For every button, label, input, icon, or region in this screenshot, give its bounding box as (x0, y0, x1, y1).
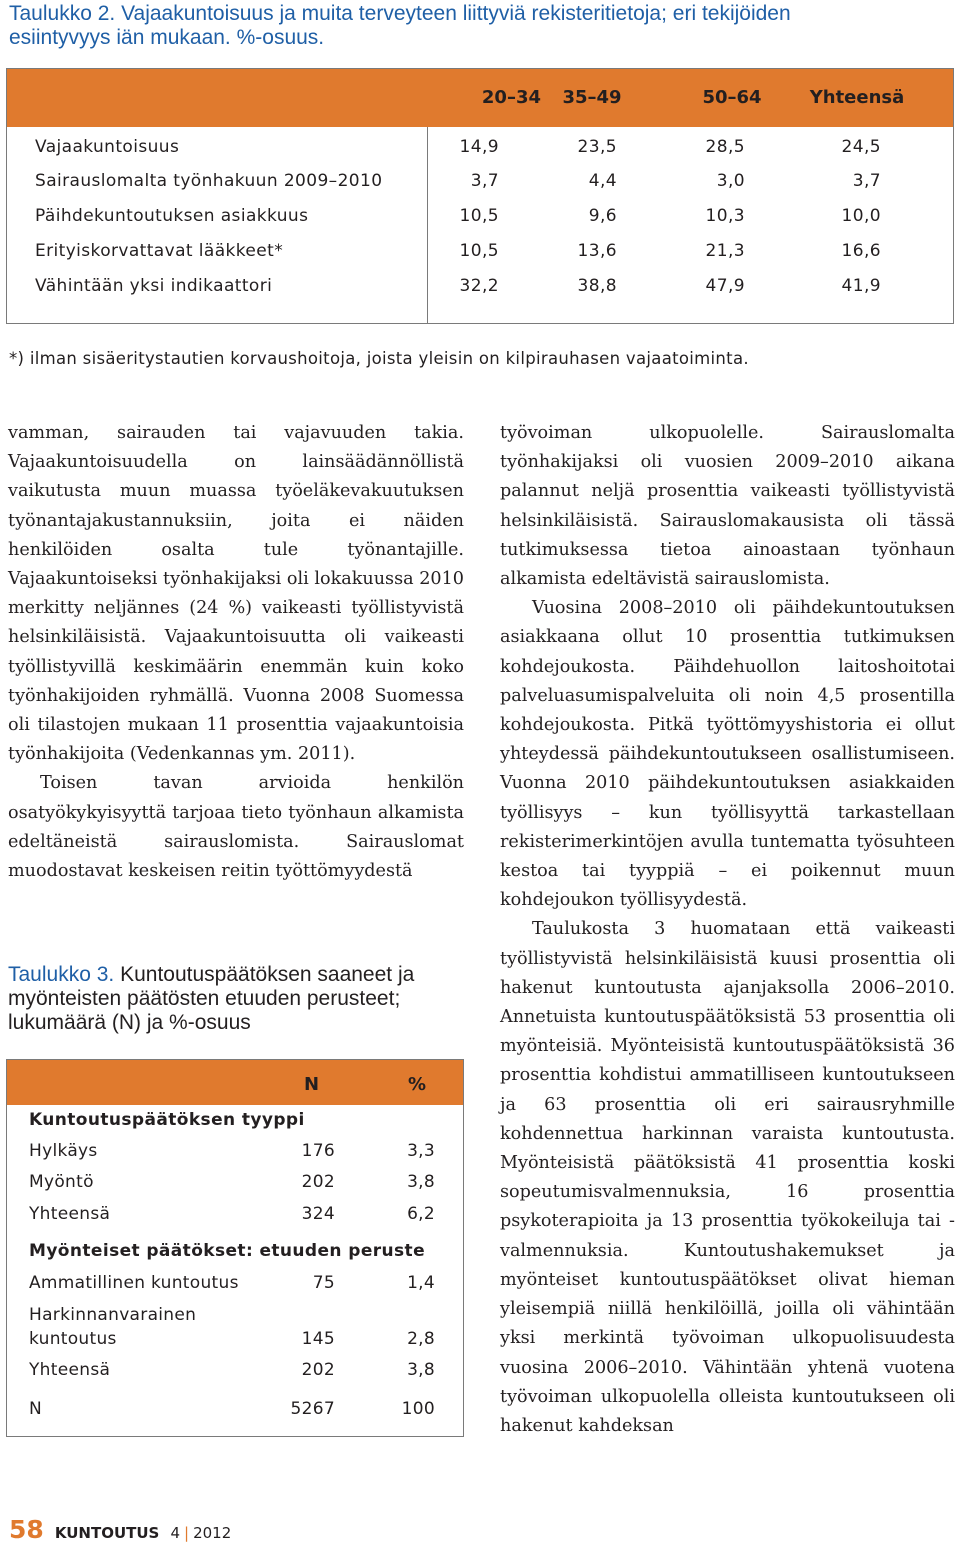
table3 (6, 1059, 464, 1437)
page-number: 58 (9, 1515, 44, 1544)
cell: 16,6 (841, 241, 881, 261)
table2-header-total: Yhteensä (809, 87, 905, 108)
paragraph: Vuosina 2008–2010 oli päihdekuntoutuksen asiakkaana ollut 10 prosenttia tutkimuksen kohdejoukosta. Päihdehuollon laitoshoitotai palveluasumispalveluita oli noin 4,5 prosentilla kohdejoukosta. Pitkä työttömyyshistoria ei ollut yhteydessä päihdekuntoutukseen osallistumiseen. Vuonna 2010 päihdekuntoutuksen asiakkaiden työllisyys – kun työllisyyttä tarkastellaan rekisterimerkintöjen avulla tuntematta työsuhteen kestoa tai tyyppiä – ei poikennut muun kohdejoukon työllisyydestä. (500, 598, 955, 911)
separator: | (184, 1524, 190, 1542)
table2-header-50-64: 50–64 (702, 87, 762, 108)
table3-caption-line3: lukumäärä (N) ja %-osuus (8, 1011, 251, 1034)
table3-caption-line2: myönteisten päätösten etuuden perusteet; (8, 987, 401, 1010)
cell: 202 (301, 1360, 335, 1380)
cell: 10,3 (705, 206, 745, 226)
magazine-name: KUNTOUTUS (54, 1524, 160, 1542)
cell: 32,2 (459, 276, 499, 296)
row-label: Sairauslomalta työnhakuun 2009–2010 (35, 171, 383, 191)
cell: 75 (312, 1273, 335, 1293)
table3-caption (8, 963, 468, 1035)
cell: 10,0 (841, 206, 881, 226)
table-row (7, 171, 953, 205)
table3-header-pct: % (408, 1074, 427, 1095)
table-row (7, 241, 953, 275)
cell: 13,6 (577, 241, 617, 261)
paragraph: työvoiman ulkopuolelle. Sairauslomalta työnhakijaksi oli vuosien 2009–2010 aikana palannut neljä prosenttia vaikeasti työllistyvistä helsinkiläisistä. Sairauslomakausista oli tässä tutkimuksessa tietoa ainoastaan työnhaun alkamista edeltävistä sairauslomista. (500, 423, 955, 590)
table3-section-title: Myönteiset päätökset: etuuden peruste (29, 1241, 426, 1261)
cell: 28,5 (705, 137, 745, 157)
table2-caption (9, 2, 959, 50)
cell: 2,8 (407, 1329, 435, 1349)
table3-caption-text1: Kuntoutuspäätöksen saaneet ja (120, 963, 415, 986)
cell: 4,4 (588, 171, 617, 191)
row-label: Vajaakuntoisuus (35, 137, 180, 157)
issue-year: 2012 (193, 1524, 232, 1542)
row-label: Hylkäys (29, 1141, 98, 1161)
table3-header-n: N (304, 1074, 320, 1095)
table3-caption-label: Taulukko 3. (8, 963, 115, 986)
row-label: Päihdekuntoutuksen asiakkuus (35, 206, 309, 226)
cell: 3,3 (407, 1141, 435, 1161)
cell: 10,5 (459, 241, 499, 261)
cell: 41,9 (841, 276, 881, 296)
cell: 3,8 (407, 1172, 435, 1192)
table2-caption-line1: Taulukko 2. Vajaakuntoisuus ja muita terveyteen liittyviä rekisteritietoja; eri tekijöiden (9, 2, 791, 25)
cell: 324 (301, 1204, 335, 1224)
paragraph: Taulukosta 3 huomataan että vaikeasti työllistyvistä helsinkiläisistä kuusi prosenttia oli hakenut kuntoutusta ajanjaksolla 2006–2010. Annetuista kuntoutuspäätöksistä 53 prosenttia oli myönteisiä. Myönteisistä kuntoutuspäätöksistä 36 prosenttia kohdistui ammatilliseen kuntoutukseen ja 63 prosenttia oli eri sairausryhmille kohdennettua harkinnan varaista kuntoutusta. Myönteisistä päätöksistä 41 prosenttia koski sopeutumisvalmennuksia, 16 prosenttia psykoterapioita ja 13 prosenttia työkokeiluja tai -valmennuksia. Kuntoutushakemukset ja myönteiset kuntoutuspäätökset olivat hieman yleisempiä niillä henkilöillä, joilla oli vähintään yksi merkintä työvoiman ulkopuolisuudesta vuosina 2006–2010. Vähintään yhtenä vuotena työvoiman ulkopuolella olleista kuntoutukseen oli hakenut kahdeksan (500, 919, 955, 1436)
table2-caption-line2: esiintyvyys iän mukaan. %-osuus. (9, 26, 325, 49)
cell: 10,5 (459, 206, 499, 226)
table3-section-title: Kuntoutuspäätöksen tyyppi (29, 1110, 305, 1130)
table-row (7, 276, 953, 310)
issue-info (170, 1524, 231, 1542)
page-footer (9, 1515, 231, 1544)
cell: 3,7 (470, 171, 499, 191)
cell: 100 (401, 1399, 435, 1419)
row-label: Erityiskorvattavat lääkkeet* (35, 241, 284, 261)
table2-header (7, 69, 953, 127)
cell: 176 (301, 1141, 335, 1161)
cell: 38,8 (577, 276, 617, 296)
table2-footnote: *) ilman sisäeritystautien korvaushoitoja, joista yleisin on kilpirauhasen vajaatoiminta. (9, 349, 749, 368)
cell: 3,0 (716, 171, 745, 191)
row-label: Yhteensä (29, 1360, 111, 1380)
cell: 1,4 (407, 1273, 435, 1293)
cell: 14,9 (459, 137, 499, 157)
row-label: Vähintään yksi indikaattori (35, 276, 273, 296)
cell: 6,2 (407, 1204, 435, 1224)
cell: 145 (301, 1329, 335, 1349)
cell: 21,3 (705, 241, 745, 261)
issue-number: 4 (170, 1524, 181, 1542)
table-row (7, 206, 953, 240)
table2-header-20-34: 20–34 (481, 87, 541, 108)
table-row (7, 137, 953, 171)
table3-caption-line1 (8, 963, 468, 987)
cell: 5267 (290, 1399, 335, 1419)
cell: 202 (301, 1172, 335, 1192)
paragraph: vamman, sairauden tai vajavuuden takia. Vajaakuntoisuudella on lainsäädännöllistä vaikutusta muun muassa työeläkevakuutuksen työnantajakustannuksiin, joita ei näiden henkilöiden osalta tule työnantajille. Vajaakuntoiseksi työnhakijaksi oli lokakuussa 2010 merkitty neljännes (24 %) vaikeasti työllistyvistä helsinkiläisistä. Vajaakuntoisuutta oli vaikeasti työllistyvillä keskimäärin enemmän kuin koko työnhakijoiden ryhmällä. Vuonna 2008 Suomessa oli tilastojen mukaan 11 prosenttia vajaakuntoisia työnhakijoita (Vedenkannas ym. 2011). (8, 423, 464, 765)
row-label: kuntoutus (29, 1329, 117, 1349)
row-label: Harkinnanvarainen (29, 1305, 197, 1325)
cell: 23,5 (577, 137, 617, 157)
cell: 3,7 (852, 171, 881, 191)
table3-header (7, 1060, 463, 1105)
row-label: Myöntö (29, 1172, 94, 1192)
table2-header-35-49: 35–49 (562, 87, 622, 108)
body-column-left (8, 419, 464, 886)
cell: 3,8 (407, 1360, 435, 1380)
cell: 47,9 (705, 276, 745, 296)
paragraph: Toisen tavan arvioida henkilön osatyökykyisyyttä tarjoaa tieto työnhaun alkamista edeltäneistä sairauslomista. Sairauslomat muodostavat keskeisen reitin työttömyydestä (8, 773, 464, 882)
row-label: Yhteensä (29, 1204, 111, 1224)
row-label: Ammatillinen kuntoutus (29, 1273, 239, 1293)
table2 (6, 68, 954, 324)
body-column-right (500, 419, 955, 1441)
cell: 24,5 (841, 137, 881, 157)
cell: 9,6 (588, 206, 617, 226)
row-label: N (29, 1399, 43, 1419)
